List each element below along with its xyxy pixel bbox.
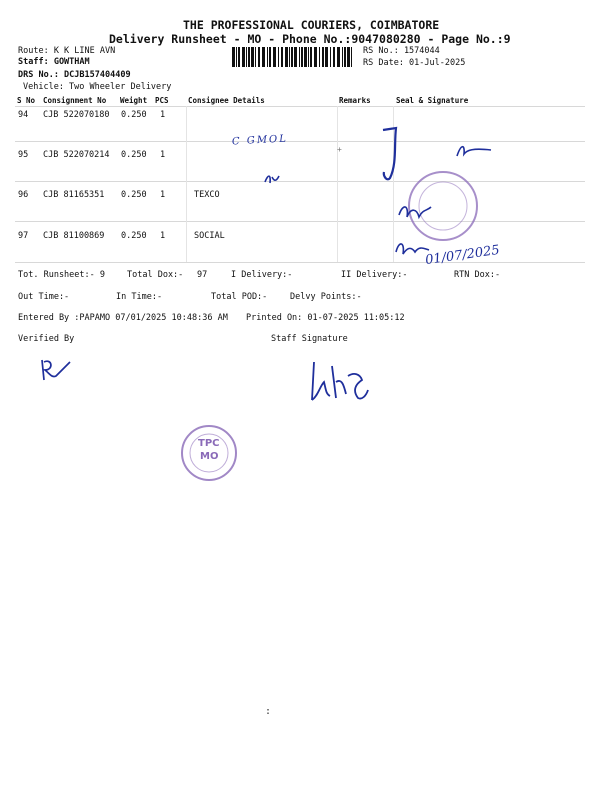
- barcode-bar: [262, 47, 265, 67]
- header-rule: [15, 106, 585, 107]
- barcode-bar: [322, 47, 324, 67]
- barcode-bar: [351, 47, 352, 67]
- row-pcs: 1: [160, 150, 166, 160]
- row-weight: 0.250: [121, 231, 147, 241]
- barcode-bar: [333, 47, 335, 67]
- barcode-bar: [236, 47, 237, 67]
- row-weight: 0.250: [121, 190, 147, 200]
- col-weight: Weight: [120, 96, 148, 105]
- col-pcs: PCS: [155, 96, 169, 105]
- col-consignment: Consignment No: [43, 96, 107, 105]
- total-pod: Total POD:-: [211, 292, 268, 302]
- seal-signature: [395, 195, 435, 225]
- rs-no-label: RS No.: 1574044: [363, 46, 440, 56]
- out-time: Out Time:-: [18, 292, 70, 302]
- col-remarks: Remarks: [339, 96, 371, 105]
- col-consignee: Consignee Details: [188, 96, 265, 105]
- barcode-bar: [294, 47, 297, 67]
- row-rule: [15, 221, 585, 222]
- row-sno: 94: [18, 110, 29, 120]
- barcode-bar: [289, 47, 290, 67]
- signature-squiggle: [455, 140, 495, 160]
- barcode-bar: [304, 47, 307, 67]
- barcode-bar: [337, 47, 340, 67]
- barcode-bar: [310, 47, 312, 67]
- barcode-bar: [278, 47, 279, 67]
- row-weight: 0.250: [121, 150, 147, 160]
- barcode-bar: [285, 47, 288, 67]
- entered-by: Entered By :PAPAMO 07/01/2025 10:48:36 AM: [18, 313, 228, 323]
- handwritten-date: 01/07/2025: [424, 242, 501, 269]
- row-sno: 97: [18, 231, 29, 241]
- rs-date-label: RS Date: 01-Jul-2025: [363, 58, 466, 68]
- verified-by: Verified By: [18, 334, 75, 344]
- total-dox-label: Total Dox:-: [127, 270, 184, 280]
- row-pcs: 1: [160, 110, 166, 120]
- signature-bracket: [378, 126, 408, 184]
- scan-mark: :: [265, 706, 272, 717]
- barcode-bar: [255, 47, 256, 67]
- barcode-bar: [308, 47, 309, 67]
- in-time: In Time:-: [116, 292, 163, 302]
- tpc-stamp-text: TPC: [198, 438, 220, 449]
- row-consignee: SOCIAL: [194, 231, 225, 241]
- delvy-points: Delvy Points:-: [290, 292, 362, 302]
- column-rule: [337, 106, 338, 262]
- row-sno: 96: [18, 190, 29, 200]
- staff-label: Staff: GOWTHAM: [18, 57, 90, 67]
- rtn-dox: RTN Dox:-: [454, 270, 501, 280]
- barcode-bar: [314, 47, 317, 67]
- barcode-bar: [269, 47, 271, 67]
- barcode-bar: [267, 47, 268, 67]
- runsheet-title: Delivery Runsheet - MO - Phone No.:9047080280 - Page No.:9: [109, 32, 511, 46]
- barcode-bar: [238, 47, 240, 67]
- row-rule: [15, 141, 585, 142]
- crosshair-mark: +: [337, 145, 342, 154]
- tot-runsheet: Tot. Runsheet:- 9: [18, 270, 105, 280]
- row-consignment: CJB 522070180: [43, 110, 110, 120]
- barcode-bar: [330, 47, 331, 67]
- i-delivery: I Delivery:-: [231, 270, 293, 280]
- vehicle-label: Vehicle: Two Wheeler Delivery: [23, 82, 172, 92]
- barcode-bar: [281, 47, 283, 67]
- company-title: THE PROFESSIONAL COURIERS, COIMBATORE: [183, 18, 440, 32]
- row-rule: [15, 262, 585, 263]
- row-rule: [15, 181, 585, 182]
- column-rule: [186, 106, 187, 262]
- barcode-bar: [301, 47, 303, 67]
- printed-on: Printed On: 01-07-2025 11:05:12: [246, 313, 405, 323]
- row-consignment: CJB 81100869: [43, 231, 105, 241]
- barcode-bar: [344, 47, 346, 67]
- handwritten-mark: [262, 168, 282, 188]
- total-dox-value: 97: [197, 270, 208, 280]
- route-label: Route: K K LINE AVN: [18, 46, 116, 56]
- row-consignee: TEXCO: [194, 190, 220, 200]
- barcode-bar: [347, 47, 350, 67]
- row-consignment: CJB 81165351: [43, 190, 105, 200]
- row-pcs: 1: [160, 190, 166, 200]
- row-sno: 95: [18, 150, 29, 160]
- staff-signature: [306, 356, 376, 408]
- barcode: [232, 47, 356, 67]
- barcode-bar: [232, 47, 235, 67]
- barcode-bar: [246, 47, 247, 67]
- handwritten-note: C GMOL: [231, 133, 289, 148]
- barcode-bar: [251, 47, 254, 67]
- barcode-bar: [273, 47, 276, 67]
- barcode-graphic: [232, 47, 356, 67]
- drs-label: DRS No.: DCJB157404409: [18, 70, 131, 80]
- row-weight: 0.250: [121, 110, 147, 120]
- barcode-bar: [248, 47, 250, 67]
- ii-delivery: II Delivery:-: [341, 270, 408, 280]
- verified-signature: [36, 356, 76, 386]
- barcode-bar: [258, 47, 260, 67]
- barcode-bar: [325, 47, 328, 67]
- col-seal: Seal & Signature: [396, 96, 469, 105]
- col-sno: S No: [17, 96, 36, 105]
- row-pcs: 1: [160, 231, 166, 241]
- barcode-bar: [299, 47, 300, 67]
- staff-signature-label: Staff Signature: [271, 334, 348, 344]
- barcode-bar: [291, 47, 293, 67]
- barcode-bar: [319, 47, 320, 67]
- tpc-stamp: [180, 424, 238, 482]
- row-consignment: CJB 522070214: [43, 150, 110, 160]
- tpc-stamp-text2: MO: [200, 451, 219, 462]
- barcode-bar: [242, 47, 245, 67]
- barcode-bar: [342, 47, 343, 67]
